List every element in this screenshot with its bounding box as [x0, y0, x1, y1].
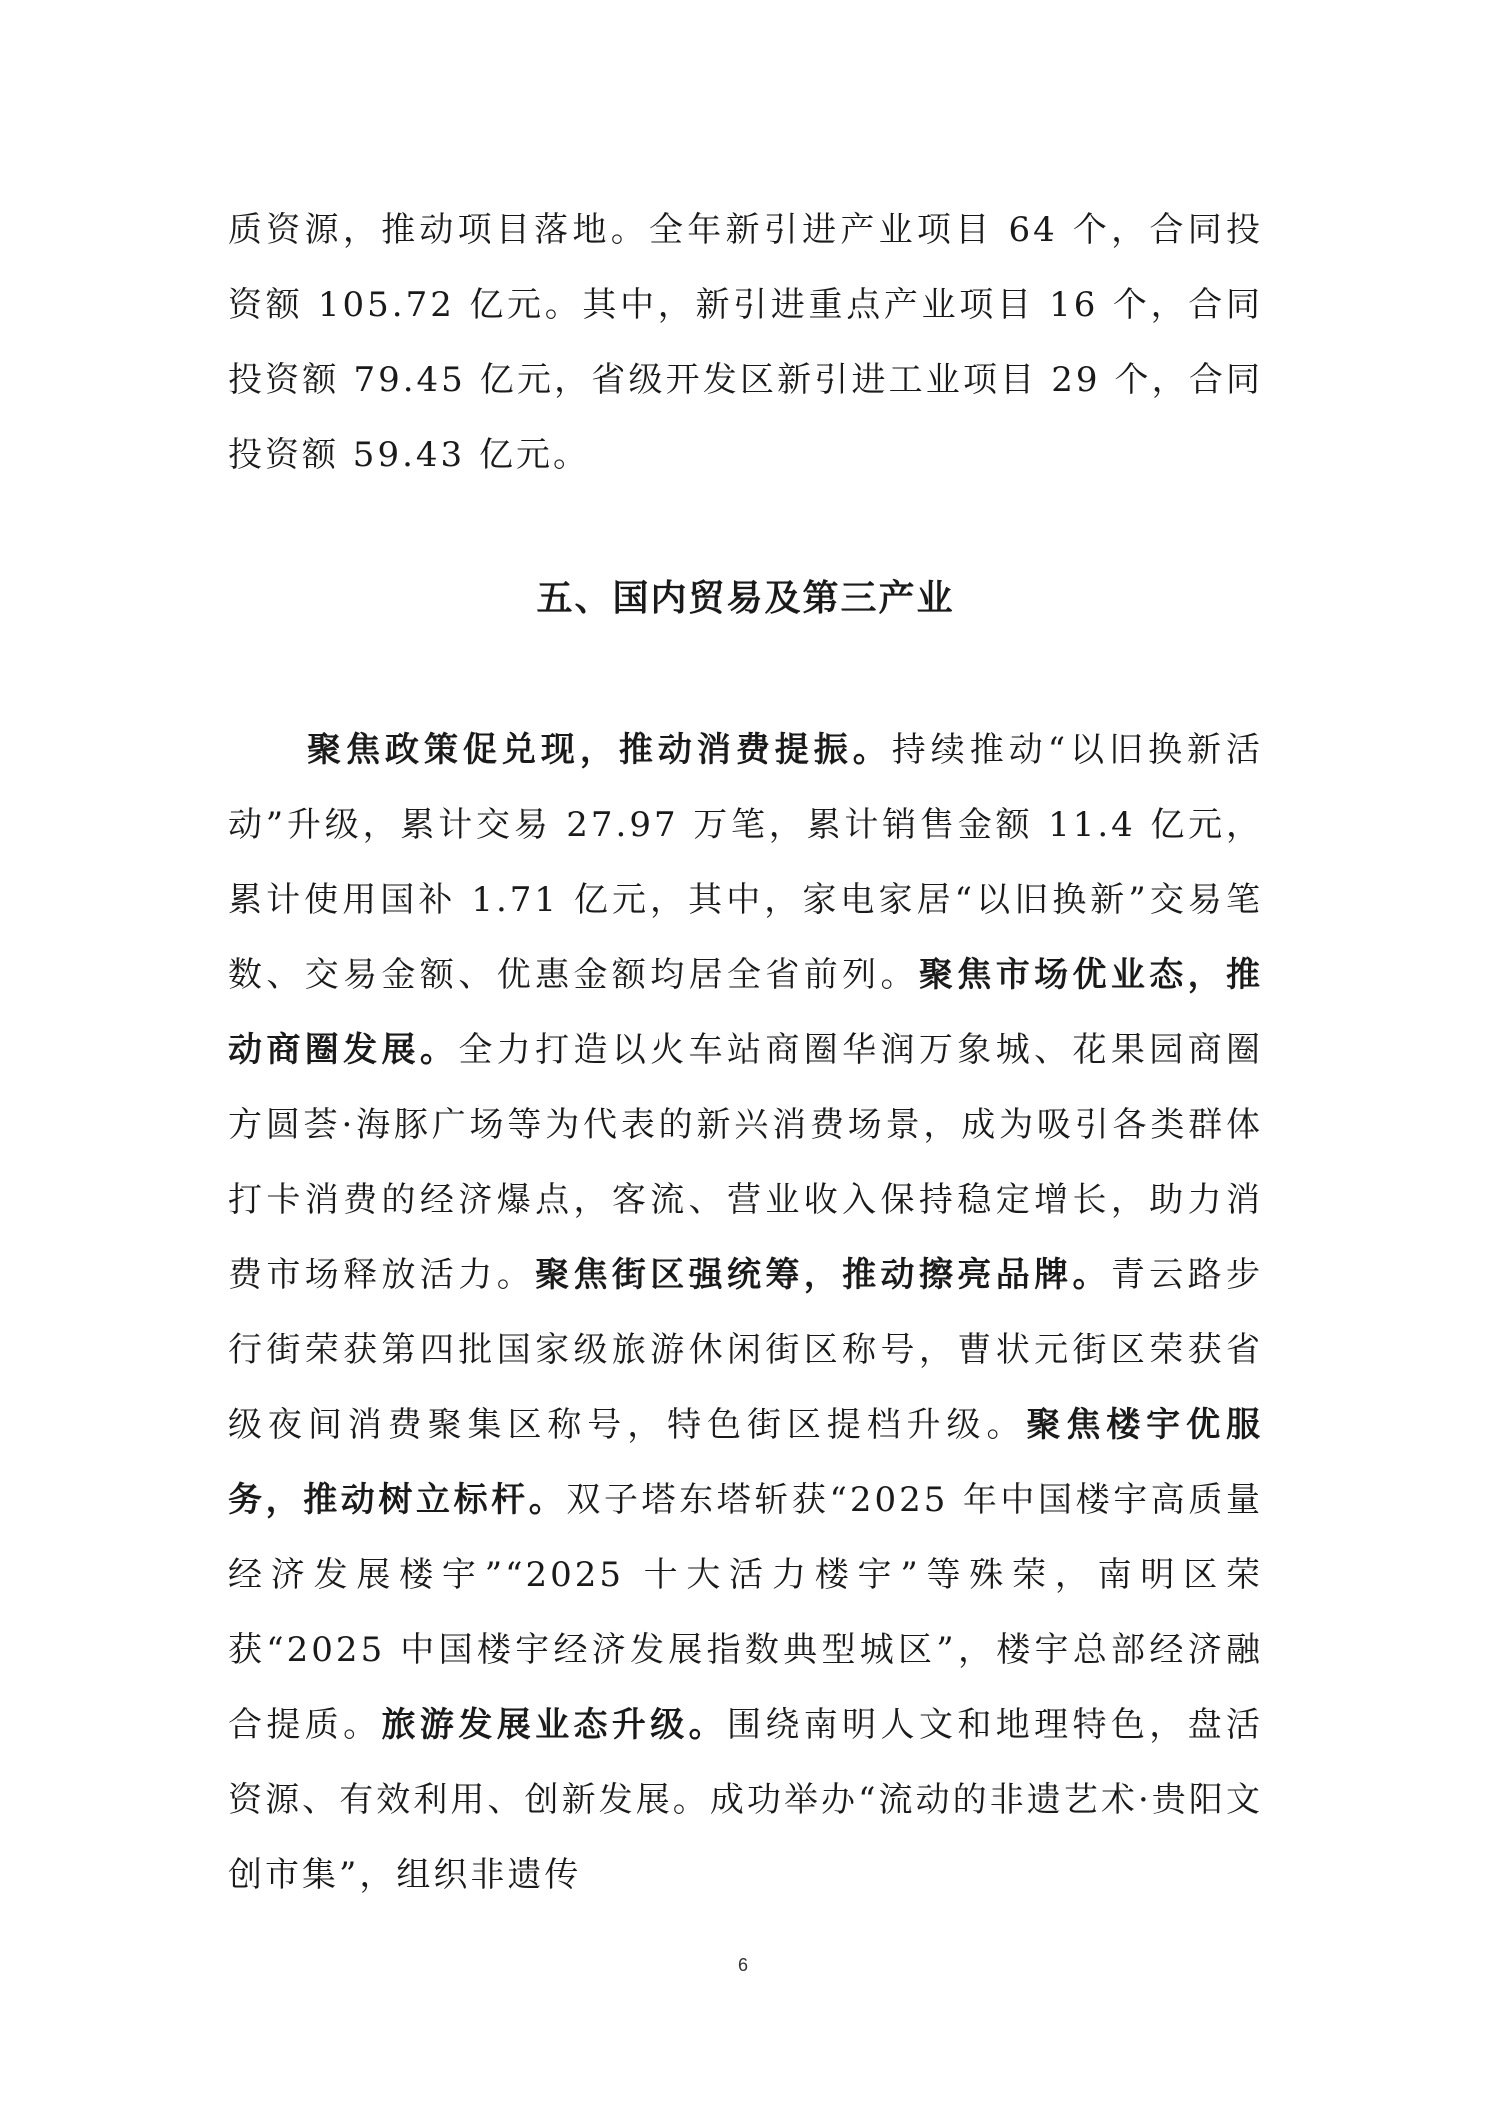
page-number: 6	[737, 1955, 748, 1975]
body-paragraph-1	[228, 193, 1263, 493]
paragraph-text: 围绕南明人文和地理特色，盘活资源、有效利用、创新发展。成功举办“流动的非遗艺术·贵阳文创市集”，组织非遗传	[228, 1705, 1264, 1895]
paragraph-text: 质资源，推动项目落地。全年新引进产业项目 64 个，合同投资额 105.72 亿元。其中，新引进重点产业项目 16 个，合同投资额 79.45 亿元，省级开发区新引进工业项目 29 个，合同投资额 59.43 亿元。	[228, 210, 1263, 475]
section-heading: 五、国内贸易及第三产业	[536, 577, 955, 619]
run-in-heading: 聚焦楼宇优服务，推动树立标杆。	[228, 1405, 1264, 1520]
run-in-heading: 聚焦政策促兑现，推动消费提振。	[307, 730, 892, 770]
body-paragraph-2	[228, 713, 1263, 1913]
run-in-heading: 聚焦市场优业态，推动商圈发展。	[228, 955, 1263, 1070]
run-in-heading: 聚焦街区强统筹，推动擦亮品牌。	[535, 1255, 1111, 1295]
paragraph-text: 全力打造以火车站商圈华润万象城、花果园商圈方圆荟·海豚广场等为代表的新兴消费场景，成为吸引各类群体打卡消费的经济爆点，客流、营业收入保持稳定增长，助力消费市场释放活力。	[228, 1030, 1264, 1295]
run-in-heading: 旅游发展业态升级。	[381, 1705, 728, 1745]
paragraph-text: 持续推动“以旧换新活动”升级，累计交易 27.97 万笔，累计销售金额 11.4 亿元，累计使用国补 1.71 亿元，其中，家电家居“以旧换新”交易笔数、交易金额、优惠金额均居全省前列。	[228, 730, 1264, 995]
paragraph-text: 双子塔东塔斩获“2025 年中国楼宇高质量经济发展楼宇”“2025 十大活力楼宇”等殊荣，南明区荣获“2025 中国楼宇经济发展指数典型城区”，楼宇总部经济融合提质。	[228, 1480, 1264, 1745]
paragraph-text: 青云路步行街荣获第四批国家级旅游休闲街区称号，曹状元街区荣获省级夜间消费聚集区称号，特色街区提档升级。	[228, 1255, 1264, 1445]
